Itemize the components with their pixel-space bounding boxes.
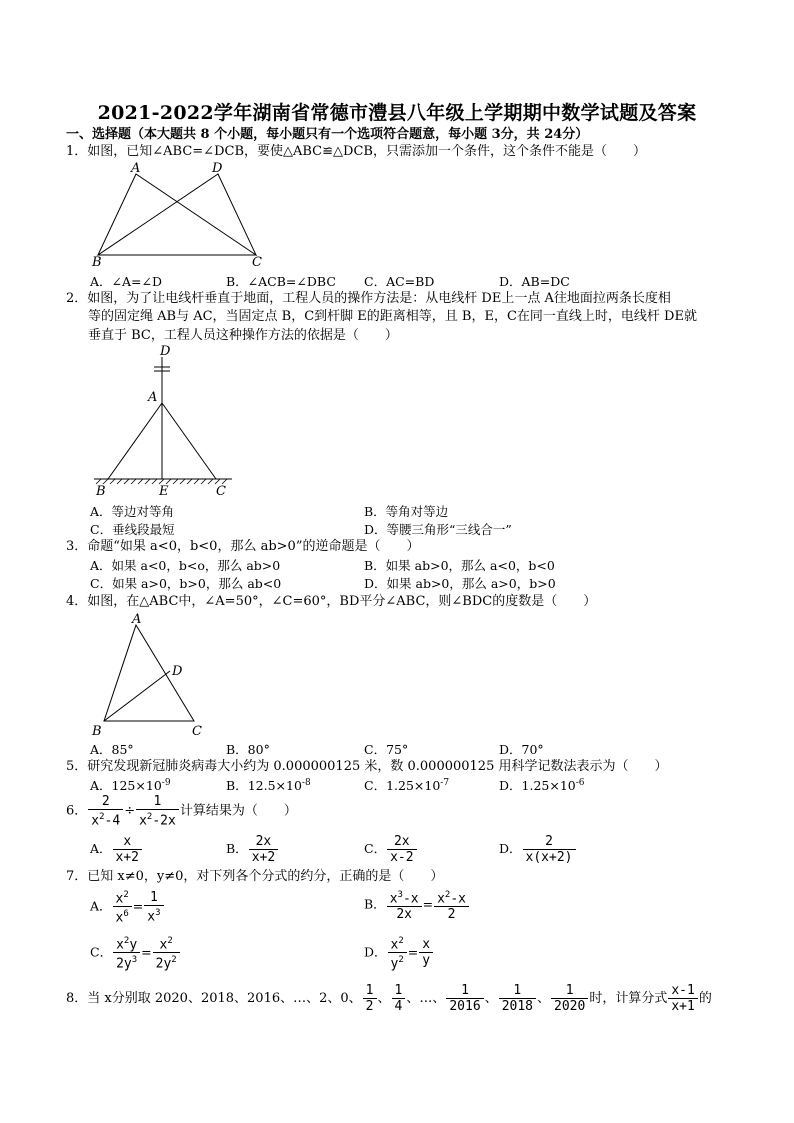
q1-option-c[interactable]: C．AC=BD (364, 274, 435, 289)
q1-label-c: C (252, 255, 262, 270)
q7-stem: 7．已知 x≠0，y≠0，对下列各个分式的约分，正确的是（ ） (66, 869, 444, 884)
q7-option-d[interactable]: D． $\frac{x^2}{y^2}$ = $\frac{x}{y}$ (364, 934, 434, 972)
q1-option-a[interactable]: A．∠A=∠D (90, 274, 162, 289)
q1-label-b: B (92, 255, 102, 270)
q6-stem: 6． $\frac{2}{x^2-4}$ ÷ $\frac{1}{x^2-2x}$ 计算结果为（ ） (66, 794, 297, 829)
q2-line1: 2．如图，为了让电线杆垂直于地面，工程人员的操作方法是：从电线杆 DE上一点 A往地面拉两条长度相 (66, 291, 671, 306)
q4-label-b: B (92, 724, 102, 739)
q7-option-c[interactable]: C． $\frac{x^2y}{2y^3}$ = $\frac{x^2}{2y^2}$ (90, 934, 181, 972)
q6-option-d[interactable]: D． $\frac{2}{x(x+2)}$ (499, 834, 577, 865)
q4-label-d: D (172, 664, 183, 679)
q2-option-b[interactable]: B．等角对等边 (364, 504, 449, 519)
section-heading: 一、选择题（本大题共 8 个小题，每小题只有一个选项符合题意，每小题 3分，共 24分） (66, 127, 589, 142)
q4-figure (88, 611, 218, 741)
q1-figure (88, 160, 278, 270)
q4-label-a: A (132, 612, 142, 627)
q5-option-a[interactable]: A．$125\times 10^{-9}$ (90, 777, 171, 793)
q5-option-d[interactable]: D．$1.25\times 10^{-6}$ (499, 777, 585, 793)
q4-option-b[interactable]: B．80° (226, 742, 270, 757)
q5-option-b[interactable]: B．$12.5\times 10^{-8}$ (226, 777, 311, 793)
q6-option-b[interactable]: B． $\frac{2x}{x+2}$ (226, 834, 279, 865)
q2-option-d[interactable]: D．等腰三角形“三线合一” (364, 522, 512, 537)
q4-label-c: C (192, 724, 202, 739)
q5-stem: 5．研究发现新冠肺炎病毒大小约为 0.000000125 米，数 0.000000125 用科学记数法表示为（ ） (66, 759, 668, 774)
q4-option-a[interactable]: A．85° (90, 742, 134, 757)
q2-label-d: D (160, 344, 171, 359)
q2-line2: 等的固定绳 AB与 AC，当固定点 B，C到杆脚 E的距离相等，且 B，E，C在同一直线上时，电线杆 DE就 (88, 309, 697, 324)
q4-option-d[interactable]: D．70° (499, 742, 544, 757)
q1-option-b[interactable]: B．∠ACB=∠DBC (226, 274, 336, 289)
q1-label-a: A (131, 161, 141, 176)
q2-label-e: E (159, 484, 169, 498)
q6-option-c[interactable]: C． $\frac{2x}{x-2}$ (364, 834, 418, 865)
q5-option-c[interactable]: C．$1.25\times 10^{-7}$ (364, 777, 450, 793)
q4-option-c[interactable]: C．75° (364, 742, 409, 757)
q3-option-c[interactable]: C．如果 a>0，b>0，那么 ab<0 (90, 576, 282, 591)
q2-option-c[interactable]: C．垂线段最短 (90, 522, 175, 537)
q1-stem: 1．如图，已知∠ABC=∠DCB，要使△ABC≌△DCB，只需添加一个条件，这个条件不能是（ ） (66, 144, 646, 159)
page-title: 2021-2022学年湖南省常德市澧县八年级上学期期中数学试题及答案 (97, 102, 697, 124)
q3-stem: 3．命题“如果 a<0，b<0，那么 ab>0”的逆命题是（ ） (66, 539, 420, 554)
q2-option-a[interactable]: A．等边对等角 (90, 504, 175, 519)
q1-option-d[interactable]: D．AB=DC (499, 274, 570, 289)
q1-label-d: D (212, 161, 223, 176)
q6-option-a[interactable]: A． $\frac{x}{x+2}$ (90, 834, 143, 865)
q3-option-d[interactable]: D．如果 ab>0，那么 a>0，b>0 (364, 576, 556, 591)
q3-option-b[interactable]: B．如果 ab>0，那么 a<0，b<0 (364, 558, 555, 573)
q7-option-b[interactable]: B． $\frac{x^3-x}{2x}$ = $\frac{x^2-x}{2}$ (364, 888, 470, 922)
q2-label-b: B (96, 484, 106, 498)
q2-figure (88, 343, 238, 498)
q2-label-a: A (148, 390, 158, 405)
q7-option-a[interactable]: A． $\frac{x^2}{x^6}$ = $\frac{1}{x^3}$ (90, 888, 165, 926)
q4-stem: 4．如图，在△ABC中，∠A=50°，∠C=60°，BD平分∠ABC，则∠BDC的度数是（ ） (66, 594, 597, 609)
q2-line3: 垂直于 BC，工程人员这种操作方法的依据是（ ） (88, 328, 398, 343)
q3-option-a[interactable]: A．如果 a<0，b<o，那么 ab>0 (90, 558, 281, 573)
q8-stem: 8．当 x分别取 2020、2018、2016、…、2、0、 $\frac{1}{2}$ 、 $\frac{1}{4}$ 、…、 $\frac{1}{2016}$ 、 $\frac{1}{2018}$ 、 $\frac{1}{2020}$ 时，计算分式 $\frac{x-1}{x+1}$ 的 (66, 983, 712, 1014)
q2-label-c: C (216, 484, 226, 498)
